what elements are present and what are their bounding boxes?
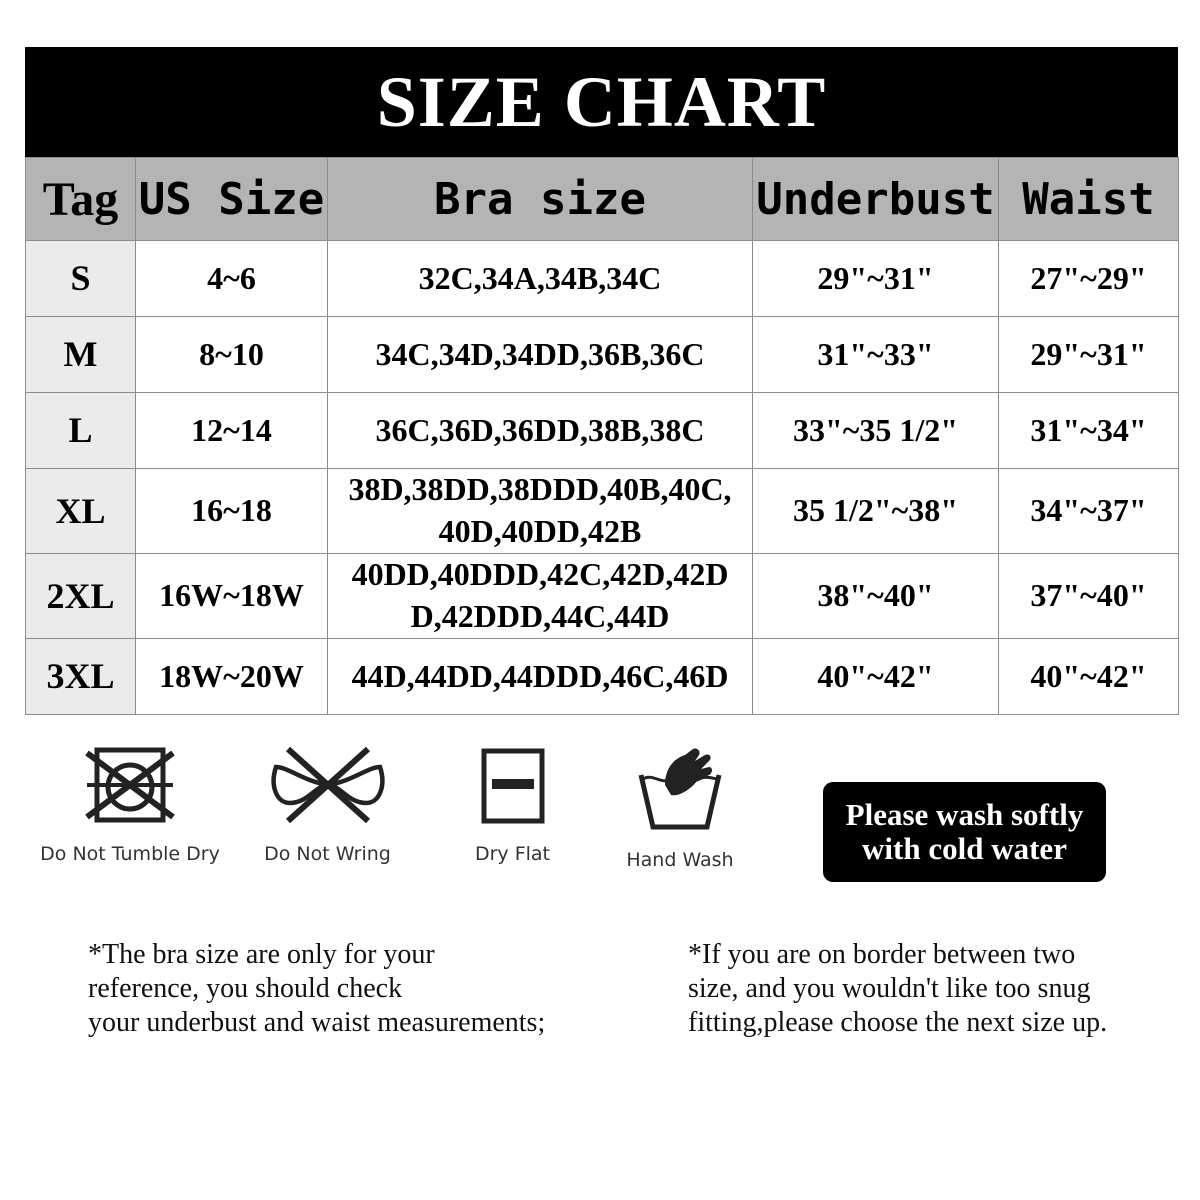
hand-wash-label: Hand Wash: [626, 849, 734, 871]
waist-cell: 40"~42": [999, 639, 1179, 715]
bra-size-line: 40D,40DD,42B: [438, 513, 642, 549]
note-line: fitting,please choose the next size up.: [688, 1007, 1108, 1038]
underbust-cell: 33"~35 1/2": [753, 393, 999, 469]
note-line: *If you are on border between two: [688, 939, 1076, 970]
tag-cell: XL: [26, 469, 136, 554]
size-table: [25, 157, 1179, 715]
waist-cell: 31"~34": [999, 393, 1179, 469]
wash-note-line: Please wash softly: [845, 796, 1084, 832]
table-row: [26, 241, 1179, 317]
no-wring-label: Do Not Wring: [264, 843, 391, 865]
us-size-cell: 4~6: [136, 241, 328, 317]
bra-size-line: 38D,38DD,38DDD,40B,40C,: [348, 471, 732, 508]
bra-size-line: 36C,36D,36DD,38B,38C: [375, 411, 705, 448]
us-size-cell: 16~18: [136, 469, 328, 554]
dry-flat-label: Dry Flat: [474, 843, 551, 865]
bra-size-cell: [328, 554, 753, 639]
table-row: [26, 639, 1179, 715]
bra-size-line: D,42DDD,44C,44D: [410, 598, 670, 634]
header-us-size: US Size: [136, 158, 328, 241]
bra-size-line: 32C,34A,34B,34C: [418, 259, 662, 296]
bra-size-cell: [328, 469, 753, 554]
table-row: [26, 554, 1179, 639]
bra-size-cell: [328, 393, 753, 469]
tag-cell: 3XL: [26, 639, 136, 715]
note-right: [688, 938, 1107, 1040]
no-tumble-dry-icon: [85, 745, 175, 825]
hand-wash-icon: [635, 745, 725, 831]
note-line: your underbust and waist measurements;: [88, 1007, 546, 1038]
bra-size-line: 34C,34D,34DD,36B,36C: [375, 335, 705, 372]
note-line: *The bra size are only for your: [88, 939, 435, 970]
table-row: [26, 317, 1179, 393]
tag-cell: L: [26, 393, 136, 469]
header-tag: Tag: [26, 158, 136, 241]
waist-cell: 37"~40": [999, 554, 1179, 639]
us-size-cell: 12~14: [136, 393, 328, 469]
us-size-cell: 18W~20W: [136, 639, 328, 715]
underbust-cell: 31"~33": [753, 317, 999, 393]
bra-size-cell: [328, 317, 753, 393]
underbust-cell: 35 1/2"~38": [753, 469, 999, 554]
tag-cell: M: [26, 317, 136, 393]
bra-size-line: 44D,44DD,44DDD,46C,46D: [351, 657, 729, 694]
care-dry-flat: [455, 745, 570, 865]
bra-size-cell: [328, 241, 753, 317]
tag-cell: S: [26, 241, 136, 317]
us-size-cell: 8~10: [136, 317, 328, 393]
underbust-cell: 29"~31": [753, 241, 999, 317]
note-line: reference, you should check: [88, 973, 403, 1004]
header-underbust: Underbust: [753, 158, 999, 241]
care-no-wring: [245, 745, 410, 865]
no-wring-icon: [268, 745, 388, 825]
underbust-cell: 38"~40": [753, 554, 999, 639]
note-line: size, and you wouldn't like too snug: [688, 973, 1091, 1004]
wash-note-line: with cold water: [862, 831, 1067, 866]
waist-cell: 27"~29": [999, 241, 1179, 317]
bra-size-cell: [328, 639, 753, 715]
us-size-cell: 16W~18W: [136, 554, 328, 639]
size-chart-title: SIZE CHART: [25, 47, 1178, 157]
no-tumble-dry-label: Do Not Tumble Dry: [40, 843, 220, 865]
tag-cell: 2XL: [26, 554, 136, 639]
care-hand-wash: [610, 745, 750, 871]
care-no-tumble-dry: [30, 745, 230, 865]
table-row: [26, 469, 1179, 554]
header-bra-size: Bra size: [328, 158, 753, 241]
waist-cell: 29"~31": [999, 317, 1179, 393]
table-header-row: [26, 158, 1179, 241]
table-row: [26, 393, 1179, 469]
note-left: [88, 938, 545, 1040]
waist-cell: 34"~37": [999, 469, 1179, 554]
dry-flat-icon: [478, 745, 548, 825]
header-waist: Waist: [999, 158, 1179, 241]
underbust-cell: 40"~42": [753, 639, 999, 715]
bra-size-line: 40DD,40DDD,42C,42D,42D: [351, 556, 729, 593]
wash-instruction-box: [823, 782, 1106, 882]
